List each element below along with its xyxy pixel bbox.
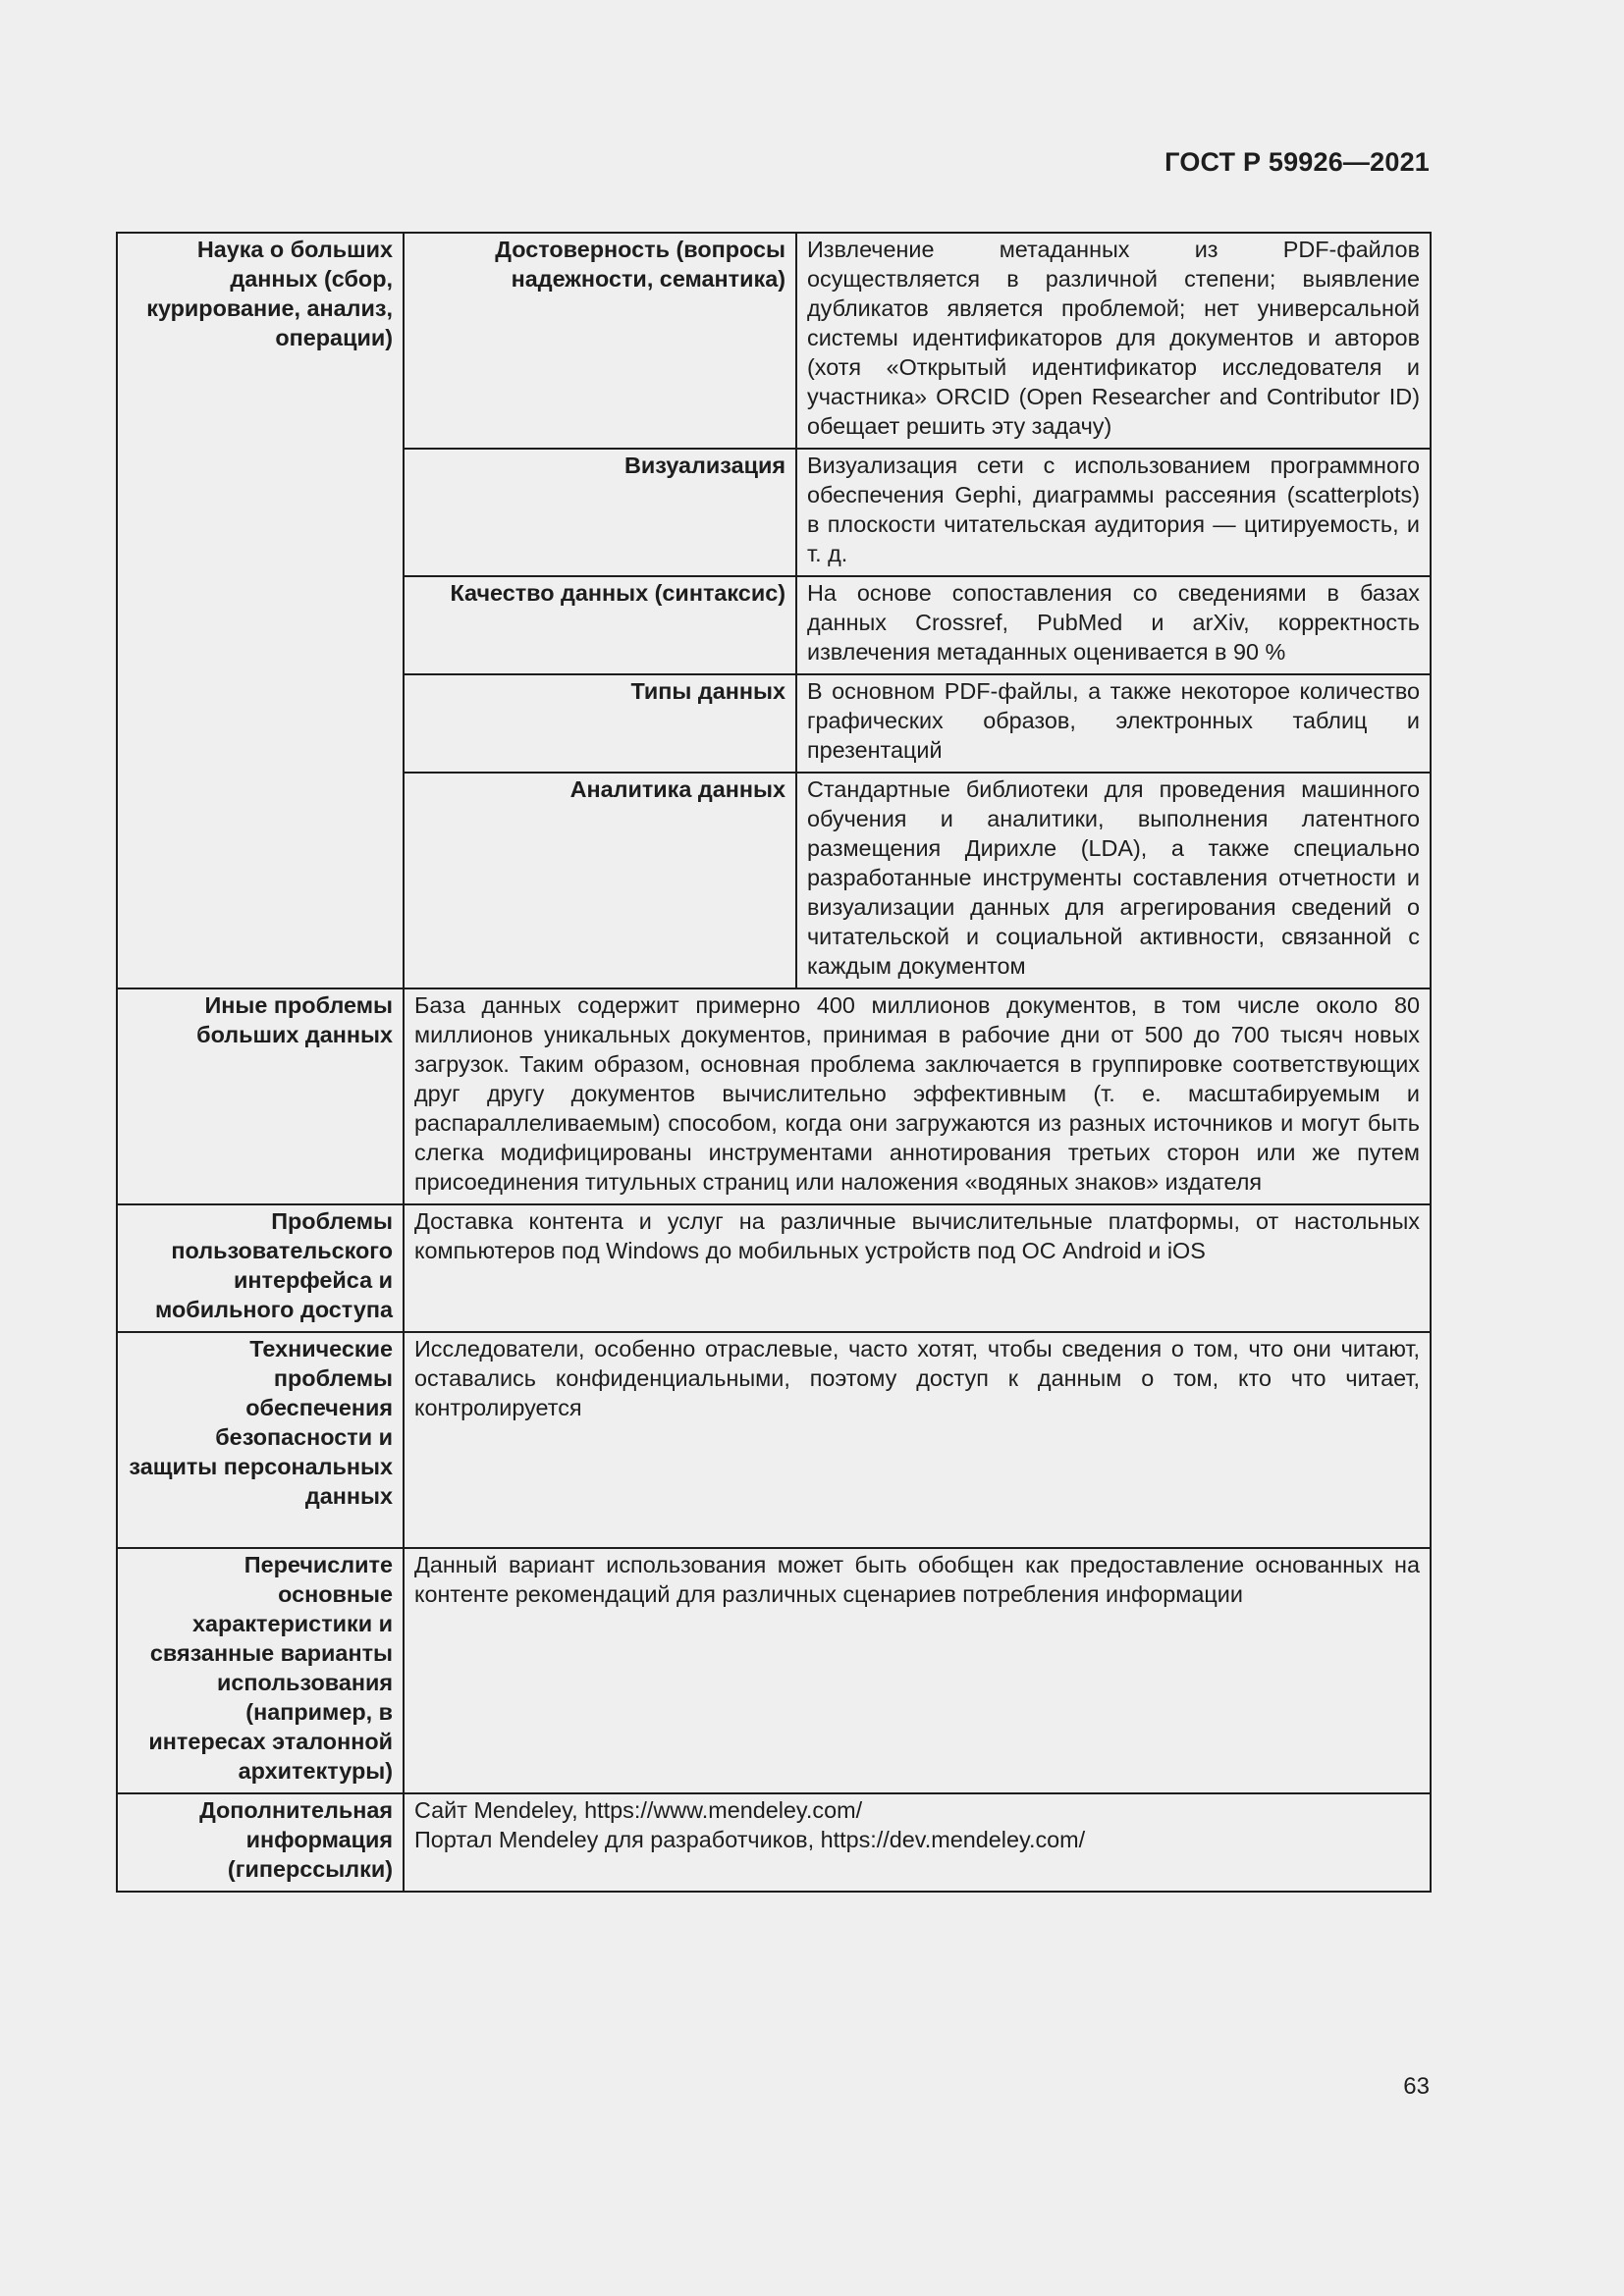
row-label-additional: Дополнительная информация (гиперссылки) (117, 1793, 404, 1892)
ui-mobile-text: Доставка контента и услуг на различные вычислительные платформы, от настольных компьютеров под Windows до мобильных устройств под ОС Android и iOS (404, 1204, 1431, 1332)
row-label-characteristics: Перечислите основные характеристики и связанные варианты использования (например, в интересах эталонной архитектуры) (117, 1548, 404, 1793)
table-row (117, 1548, 1431, 1793)
table-row (117, 1793, 1431, 1892)
other-problems-text: База данных содержит примерно 400 миллионов документов, в том числе около 80 миллионов уникальных документов, принимая в рабочие дни от 500 до 700 тысяч новых загрузок. Таким образом, основная проблема заключается в группировке соответствующих друг другу документов вычислительно эффективным (т. е. масштабируемым и распараллеливаемым) способом, когда они загружаются из разных источников и могут быть слегка модифицированы инструментами аннотирования третьих сторон или же путем присоединения титульных страниц или наложения «водяных знаков» издателя (404, 988, 1431, 1204)
aspect-analytics: Аналитика данных (404, 773, 796, 988)
aspect-visualization: Визуализация (404, 449, 796, 576)
aspect-analytics-text: Стандартные библиотеки для проведения машинного обучения и аналитики, выполнения латентного размещения Дирихле (LDA), а также специально разработанные инструменты составления отчетности и визуализации данных для агрегирования сведений о читательской и социальной активности, связанной с каждым документом (796, 773, 1431, 988)
additional-links (404, 1793, 1431, 1892)
aspect-data-types-text: В основном PDF-файлы, а также некоторое количество графических образов, электронных таблиц и презентаций (796, 674, 1431, 773)
use-case-table (116, 232, 1432, 1893)
link-mendeley-site[interactable]: Сайт Mendeley, https://www.mendeley.com/ (414, 1797, 863, 1823)
aspect-data-quality: Качество данных (синтаксис) (404, 576, 796, 674)
aspect-visualization-text: Визуализация сети с использованием программного обеспечения Gephi, диаграммы рассеяния (scatterplots) в плоскости читательская аудитория — цитируемость, и т. д. (796, 449, 1431, 576)
document-header: ГОСТ Р 59926—2021 (1164, 147, 1430, 177)
table-row (117, 233, 1431, 449)
aspect-reliability-text: Извлечение метаданных из PDF-файлов осуществляется в различной степени; выявление дубликатов является проблемой; нет универсальной системы идентификаторов для документов и авторов (хотя «Открытый идентификатор исследователя и участника» ORCID (Open Researcher and Contributor ID) обещает решить эту задачу) (796, 233, 1431, 449)
aspect-reliability: Достоверность (вопросы надежности, семантика) (404, 233, 796, 449)
row-label-security: Технические проблемы обеспечения безопасности и защиты персональных данных (117, 1332, 404, 1548)
table-row (117, 1204, 1431, 1332)
security-text: Исследователи, особенно отраслевые, часто хотят, чтобы сведения о том, что они читают, оставались конфиденциальными, поэтому доступ к данным о том, кто что читает, контролируется (404, 1332, 1431, 1548)
page-number: 63 (1403, 2073, 1430, 2100)
table-row (117, 988, 1431, 1204)
characteristics-text: Данный вариант использования может быть обобщен как предоставление основанных на контенте рекомендаций для различных сценариев потребления информации (404, 1548, 1431, 1793)
row-label-other-problems: Иные проблемы больших данных (117, 988, 404, 1204)
link-mendeley-dev-portal[interactable]: Портал Mendeley для разработчиков, https://dev.mendeley.com/ (414, 1827, 1086, 1852)
row-label-ui-mobile: Проблемы пользовательского интерфейса и мобильного доступа (117, 1204, 404, 1332)
table-row (117, 1332, 1431, 1548)
aspect-data-quality-text: На основе сопоставления со сведениями в базах данных Crossref, PubMed и arXiv, корректность извлечения метаданных оценивается в 90 % (796, 576, 1431, 674)
aspect-data-types: Типы данных (404, 674, 796, 773)
row-label-big-data: Наука о больших данных (сбор, курирование, анализ, операции) (117, 233, 404, 988)
